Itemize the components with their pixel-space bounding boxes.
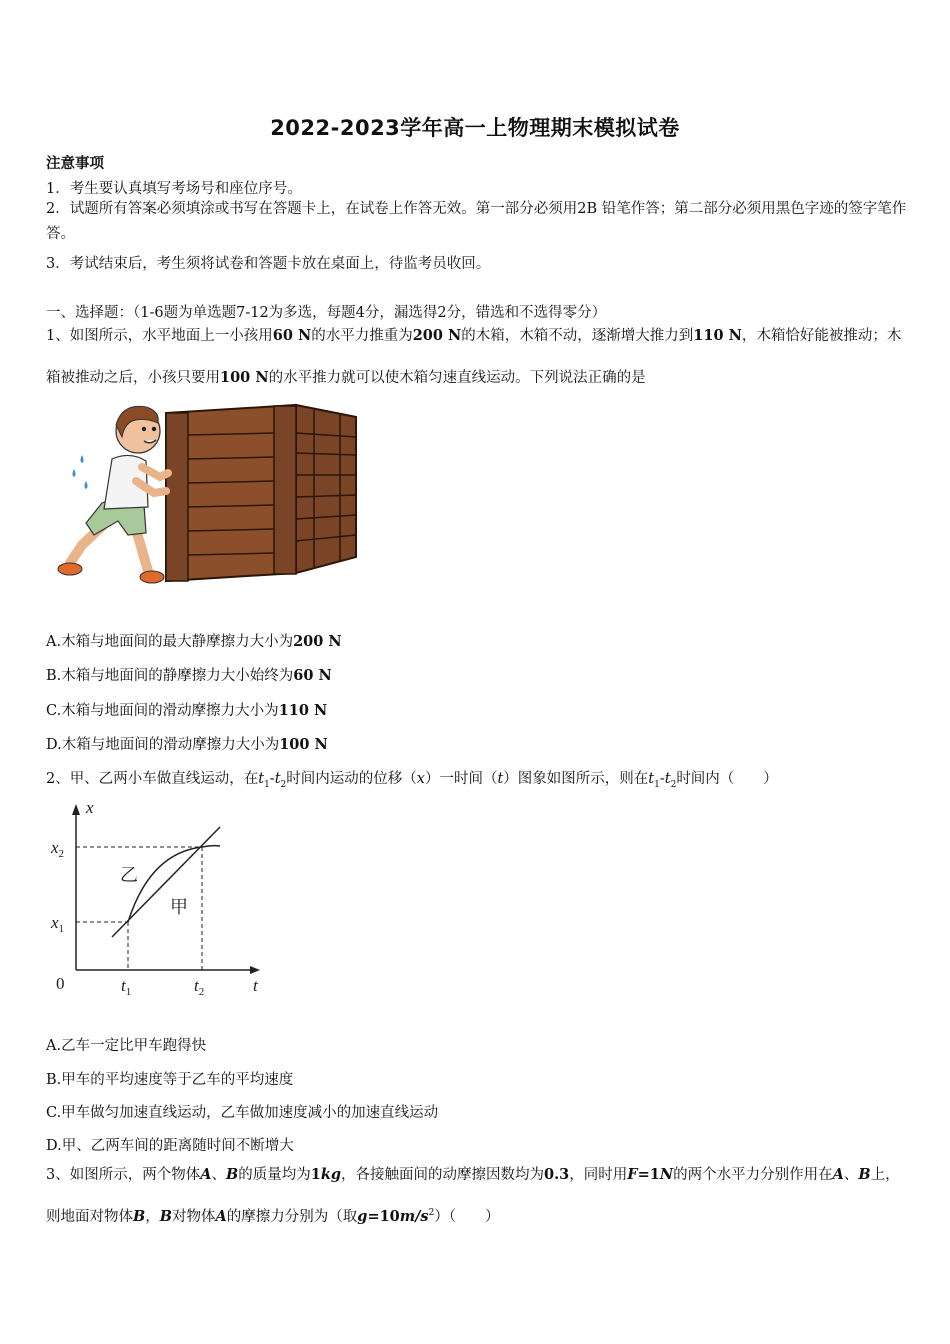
question-1-stem: 1、如图所示，水平地面上一小孩用60 N的水平力推重为200 N的木箱，木箱不动，逐渐增大推力到110 N，木箱恰好能被推动；木箱被推动之后，小孩只要用100 N的水平推力就可以使木箱匀速直线运动。下列说法正确的是 bbox=[46, 327, 902, 386]
notice-heading: 注意事项 bbox=[46, 155, 104, 172]
question-3-stem: 3、如图所示，两个物体A、B的质量均为1kg，各接触面间的动摩擦因数均为0.3，同时用F=1N的两个水平力分别作用在A、B上，则地面对物体B，B对物体A的摩擦力分别为（取$g=10m/s^2$）（ ） bbox=[46, 1166, 900, 1225]
q2-option-d: D.甲、乙两车间的距离随时间不断增大 bbox=[46, 1138, 294, 1154]
page-title: 2022-2023学年高一上物理期末模拟试卷 bbox=[270, 116, 680, 140]
notice-item-1: 1．考生要认真填写考场号和座位序号。 bbox=[46, 181, 302, 197]
q2-option-b: B.甲车的平均速度等于乙车的平均速度 bbox=[46, 1072, 294, 1088]
q2-option-c: C.甲车做匀加速直线运动，乙车做加速度减小的加速直线运动 bbox=[46, 1105, 439, 1121]
q1-option-b: B.木箱与地面间的静摩擦力大小始终为60 N bbox=[46, 667, 332, 684]
t2-tick-label: $t_2$ bbox=[194, 976, 205, 998]
boy-pushing-box-figure bbox=[52, 395, 362, 590]
t1-tick-label: $t_1$ bbox=[121, 976, 132, 998]
xt-graph bbox=[46, 795, 276, 1000]
q1-option-c: C.木箱与地面间的滑动摩擦力大小为110 N bbox=[46, 702, 328, 719]
q2-option-a: A.乙车一定比甲车跑得快 bbox=[46, 1038, 207, 1054]
q1-option-a: A.木箱与地面间的最大静摩擦力大小为200 N bbox=[46, 633, 342, 650]
x-axis-label: t bbox=[253, 976, 258, 995]
x1-tick-label: $x_1$ bbox=[51, 913, 65, 935]
notice-item-2: 2．试题所有答案必须填涂或书写在答题卡上，在试卷上作答无效。第一部分必须用2B 铅笔作答；第二部分必须用黑色字迹的签字笔作答。 bbox=[46, 201, 907, 242]
jia-label: 甲 bbox=[170, 897, 188, 917]
notice-item-3: 3．考试结束后，考生须将试卷和答题卡放在桌面上，待监考员收回。 bbox=[46, 256, 491, 272]
x2-tick-label: $x_2$ bbox=[51, 838, 65, 860]
question-2-stem: 2、甲、乙两小车做直线运动，在$t_1-t_2$时间内运动的位移（x）一时间（t）图象如图所示，则在$t_1-t_2$时间内（ ） bbox=[46, 771, 778, 790]
yi-label: 乙 bbox=[120, 865, 138, 885]
y-axis-label: x bbox=[86, 798, 94, 817]
section-heading: 一、选择题：（1-6题为单选题7-12为多选，每题4分，漏选得2分，错选和不选得零分） bbox=[46, 305, 607, 321]
box-side bbox=[296, 405, 356, 573]
q1-option-d: D.木箱与地面间的滑动摩擦力大小为100 N bbox=[46, 736, 328, 753]
origin-label: 0 bbox=[56, 974, 65, 993]
